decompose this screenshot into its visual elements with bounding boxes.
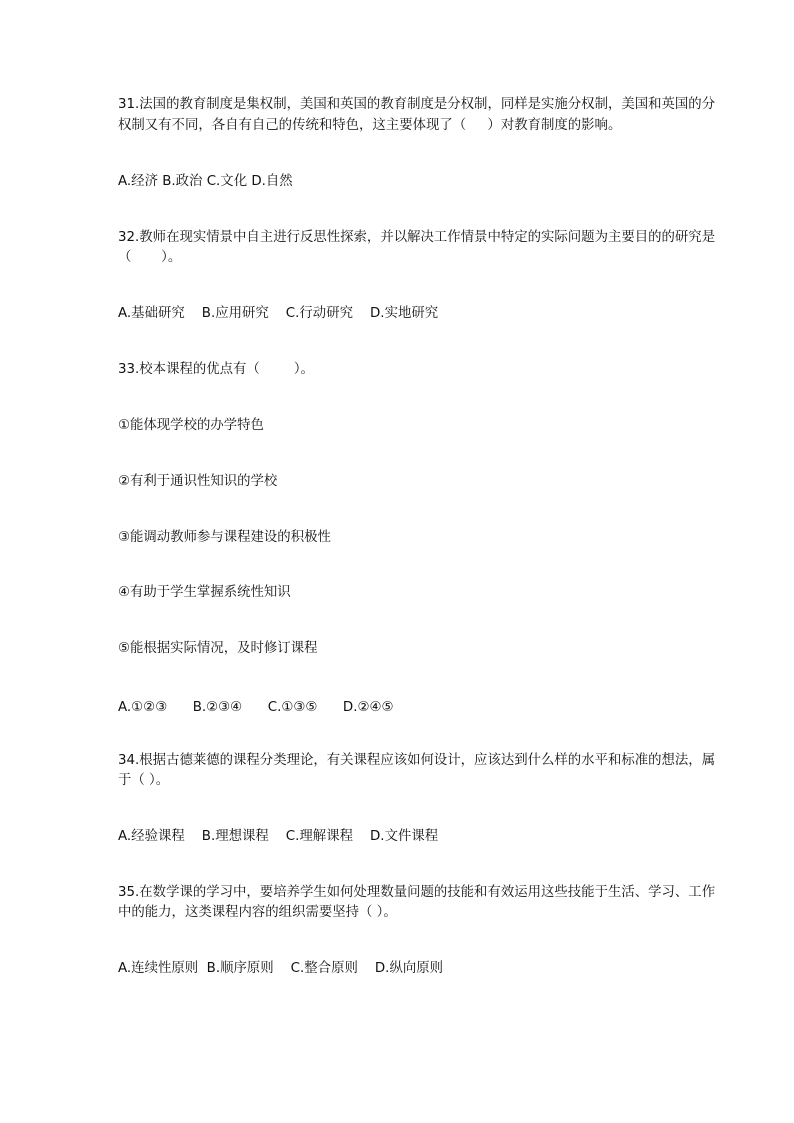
q32-stem-line-2: （ ）。 — [118, 250, 182, 265]
q33-item-3: ③能调动教师参与课程建设的积极性 — [118, 530, 331, 545]
q34-stem-line-1: 34.根据古德莱德的课程分类理论，有关课程应该如何设计，应该达到什么样的水平和标准的想法，属 — [118, 753, 716, 768]
q34-stem-line-2: 于（ ）。 — [118, 773, 170, 788]
q35-stem-line-2: 中的能力，这类课程内容的组织需要坚持（ ）。 — [118, 905, 397, 920]
q31-stem-line-2: 权制又有不同，各自有自己的传统和特色，这主要体现了（ ）对教育制度的影响。 — [118, 118, 622, 133]
q33-item-4: ④有助于学生掌握系统性知识 — [118, 585, 291, 600]
q35-options: A.连续性原则 B.顺序原则 C.整合原则 D.纵向原则 — [118, 961, 444, 976]
q33-options: A.①②③ B.②③④ C.①③⑤ D.②④⑤ — [118, 700, 394, 715]
q34-options: A.经验课程 B.理想课程 C.理解课程 D.文件课程 — [118, 829, 439, 844]
q31-stem-line-1: 31.法国的教育制度是集权制，美国和英国的教育制度是分权制，同样是实施分权制，美国和英国的分 — [118, 97, 716, 112]
q33-item-2: ②有利于通识性知识的学校 — [118, 474, 278, 489]
q32-stem-line-1: 32.教师在现实情景中自主进行反思性探索，并以解决工作情景中特定的实际问题为主要目的的研究是 — [118, 230, 716, 245]
q33-stem: 33.校本课程的优点有（ ）。 — [118, 362, 314, 377]
q35-stem-line-1: 35.在数学课的学习中，要培养学生如何处理数量问题的技能和有效运用这些技能于生活、学习、工作 — [118, 885, 716, 900]
q33-item-1: ①能体现学校的办学特色 — [118, 418, 264, 433]
q31-options: A.经济 B.政治 C.文化 D.自然 — [118, 174, 293, 189]
q33-item-5: ⑤能根据实际情况，及时修订课程 — [118, 641, 318, 656]
q32-options: A.基础研究 B.应用研究 C.行动研究 D.实地研究 — [118, 306, 439, 321]
